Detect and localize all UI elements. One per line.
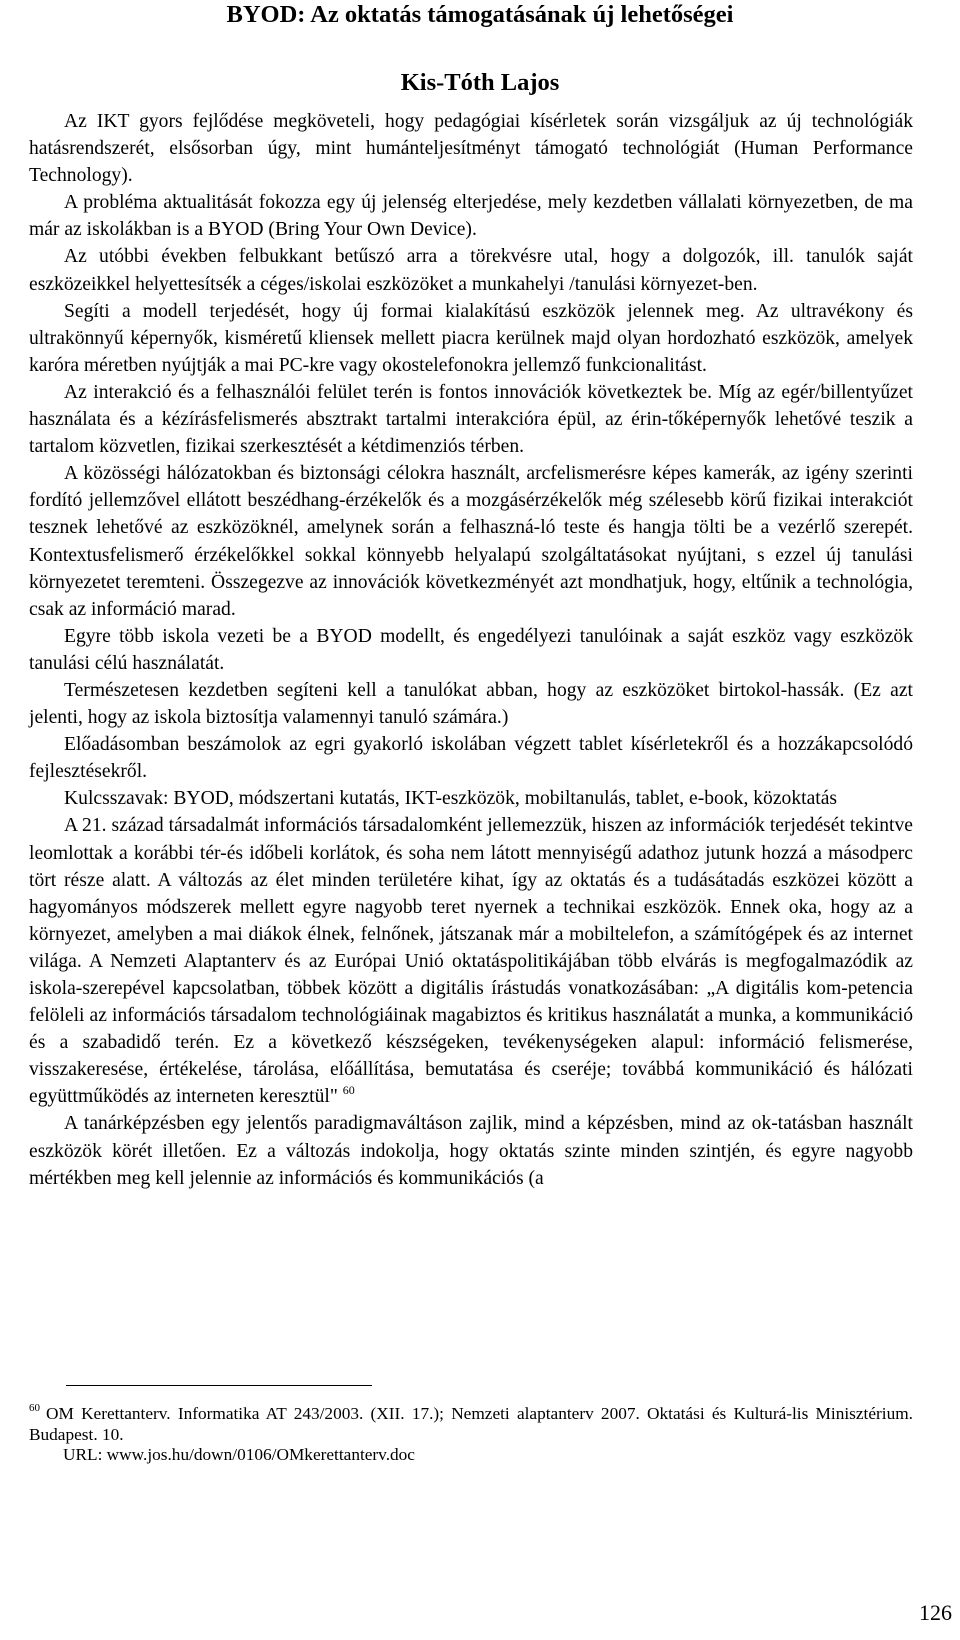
footnote-number: 60	[29, 1402, 40, 1414]
footnote-text: OM Kerettanterv. Informatika AT 243/2003. (XII. 17.); Nemzeti alaptanterv 2007. Oktatási és Kulturá-lis Minisztérium. Budapest. 10.	[29, 1404, 913, 1444]
paragraph: Természetesen kezdetben segíteni kell a tanulókat abban, hogy az eszközöket birtokol-hassák. (Ez azt jelenti, hogy az iskola biztosítja valamennyi tanuló számára.)	[29, 679, 913, 729]
page-number: 126	[919, 1600, 952, 1625]
author-name: Kis-Tóth Lajos	[400, 69, 560, 96]
paragraph-text: A 21. század társadalmát információs társadalomként jellemezzük, hiszen az információk terjedését tekintve leomlottak a korábbi tér-és időbeli korlátok, és soha nem látott mennyiségű adathoz jutunk hozzá a másodperc tört része alatt. A változás az élet minden területére kihat, így az oktatás és a tudásátadás eszközei között a hagyományos módszerek mellett egyre nagyobb teret nyernek a technikai eszközök. Ennek oka, hogy az a környezet, amelyben a mai diákok élnek, felnőnek, játszanak már a mobiltelefon, a számítógépek és az internet világa. A Nemzeti Alaptanterv és az Európai Unió oktatáspolitikájában több elvárás is megfogalmazódik az iskola-szerepével kapcsolatban, többek között a digitális írástudás vonatkozásában: „A digitális kom-petencia felöleli az információs társadalom technológiáinak magabiztos és kritikus használatát a munka, a kommunikáció és a szabadidő terén. Ez a következő készségeken, tevékenységeken alapul: információ felismerése, visszakeresése, értékelése, tárolása, előállítása, bemutatása és cseréje; továbbá kommunikáció és hálózati együttműködés az interneten keresztül"	[29, 815, 913, 1108]
document-title: BYOD: Az oktatás támogatásának új lehetőségei	[226, 1, 734, 28]
paragraph: A tanárképzésben egy jelentős paradigmaváltáson zajlik, mind a képzésben, mind az ok-tatásban használt eszközök körét illetően. Ez a változás indokolja, hogy oktatás szinte minden szintjén, és egyre nagyobb mértékben meg kell jelennie az információs és kommunikációs (a	[29, 1113, 913, 1189]
paragraph: Előadásomban beszámolok az egri gyakorló iskolában végzett tablet kísérletekről és a hozzákapcsolódó fejlesztésekről.	[29, 734, 913, 783]
paragraph: A probléma aktualitását fokozza egy új jelenség elterjedése, mely kezdetben vállalati környezetben, de ma már az iskolákban is a BYOD (Bring Your Own Device).	[29, 192, 913, 241]
paragraph: Az IKT gyors fejlődése megköveteli, hogy pedagógiai kísérletek során vizsgáljuk az új technológiák hatásrendszerét, elsősorban úgy, mint humánteljesítményt támogató technológiát (Human Performance Technology).	[29, 111, 913, 187]
paragraph: Az interakció és a felhasználói felület terén is fontos innovációk következtek be. Míg az egér/billentyűzet használata és a kézírásfelismerés absztrakt tartalmi interakcióra épül, az érin-tőképernyők lehetővé teszik a tartalom közvetlen, fizikai szerkesztését a kétdimenziós térben.	[29, 381, 913, 458]
footnote-reference[interactable]: 60	[342, 1083, 355, 1098]
footnote	[29, 1404, 913, 1466]
footnote-separator	[66, 1385, 372, 1386]
footnote-text-block	[29, 1404, 913, 1445]
paragraph: Egyre több iskola vezeti be a BYOD modellt, és engedélyezi tanulóinak a saját eszköz vagy eszközök tanulási célú használatát.	[29, 625, 913, 674]
paragraph: Kulcsszavak: BYOD, módszertani kutatás, IKT-eszközök, mobiltanulás, tablet, e-book, közoktatás	[64, 788, 838, 810]
paragraph: Segíti a modell terjedését, hogy új formai kialakítású eszközök jelennek meg. Az ultravékony és ultrakönnyű képernyők, kisméretű kliensek mellett piacra kerülnek majd olyan hordozható eszközök, amelyek karóra méretben nyújtják a mai PC-kre vagy okostelefonokra jellemző funkcionalitást.	[29, 300, 913, 376]
paragraph: A közösségi hálózatokban és biztonsági célokra használt, arcfelismerésre képes kamerák, az igény szerinti fordító jellemzővel ellátott beszédhang-érzékelők és a mozgásérzékelők még szélesebb körű fizikai interakciót tesznek lehetővé az eszközöknél, amelynek során a felhaszná-ló teste és hangja tölti be a vezérlő szerepét. Kontextusfelismerő érzékelőkkel sokkal könnyebb helyalapú szolgáltatásokat nyújtani, s ezzel új tanulási környezetet teremteni. Összegezve az innovációk következményét azt mondhatjuk, hogy, eltűnik a technológia, csak az információ marad.	[29, 463, 913, 620]
paragraph-with-footnote	[29, 812, 913, 1110]
footnote-url[interactable]: URL: www.jos.hu/down/0106/OMkerettanterv.doc	[63, 1445, 415, 1464]
paragraph: Az utóbbi években felbukkant betűszó arra a törekvésre utal, hogy a dolgozók, ill. tanulók saját eszközeikkel helyettesítsék a céges/iskolai eszközöket a munkahelyi /tanulási környezet-ben.	[29, 246, 913, 295]
body-text	[29, 108, 913, 1192]
